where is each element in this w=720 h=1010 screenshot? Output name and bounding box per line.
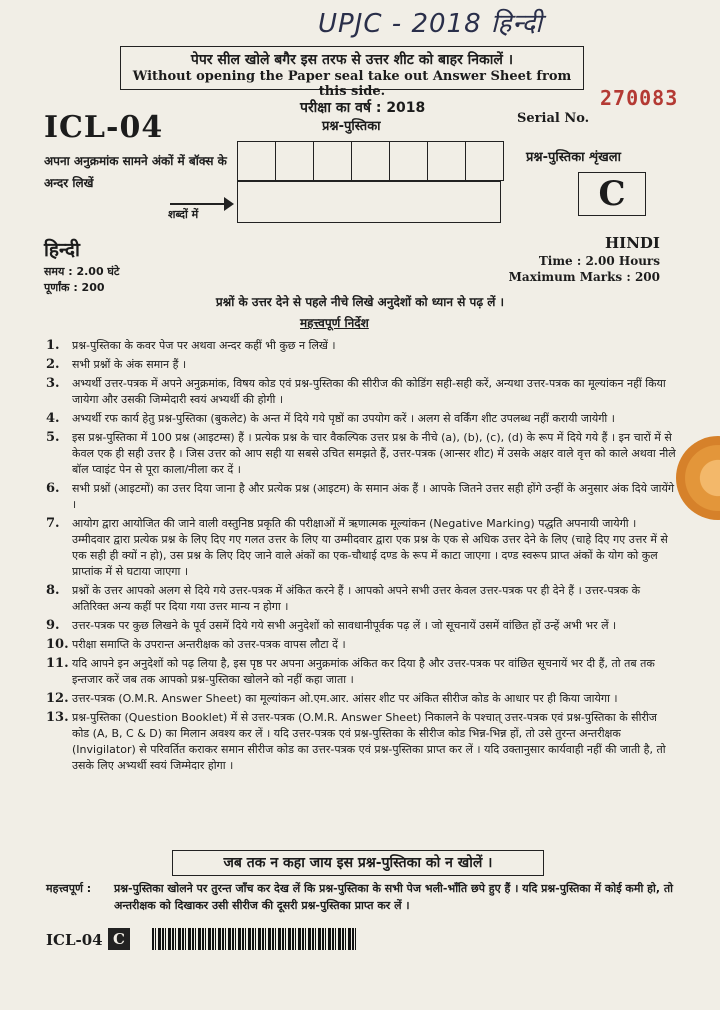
roll-number-boxes xyxy=(237,141,504,181)
roll-digit-box xyxy=(352,142,390,180)
important-label: महत्त्वपूर्ण : xyxy=(46,882,92,895)
roll-digit-box xyxy=(314,142,352,180)
time-hindi: समय : 2.00 घंटे xyxy=(44,265,120,278)
roll-instruction: अपना अनुक्रमांक सामने अंकों में बॉक्स के अन्दर लिखें xyxy=(44,154,227,190)
roll-digit-box xyxy=(238,142,276,180)
instruction-number: 6. xyxy=(46,481,60,496)
instruction-item xyxy=(46,710,676,774)
roll-digit-box xyxy=(428,142,466,180)
instruction-item xyxy=(46,656,676,688)
instruction-number: 5. xyxy=(46,430,60,445)
instructions-list xyxy=(46,338,676,777)
roll-digit-box xyxy=(276,142,314,180)
roll-in-words-box xyxy=(237,181,501,223)
instruction-item xyxy=(46,411,676,427)
instruction-item xyxy=(46,481,676,513)
seal-notice-box xyxy=(120,46,584,99)
serial-label: Serial No. xyxy=(517,111,590,126)
instruction-number: 1. xyxy=(46,338,60,353)
important-note: प्रश्न-पुस्तिका खोलने पर तुरन्त जाँच कर देख लें कि प्रश्न-पुस्तिका के सभी पेज भली-भाँति छपे हुए हैं । यदि प्रश्न-पुस्तिका में कोई कमी हो, तो अन्तरीक्षक को दिखाकर उसी सीरीज की दूसरी प्रश्न-पुस्तिका प्राप्त कर लें । xyxy=(114,882,673,912)
instruction-item xyxy=(46,637,676,653)
instruction-number: 2. xyxy=(46,357,60,372)
instruction-text: सभी प्रश्नों (आइटमों) का उत्तर दिया जाना है और प्रत्येक प्रश्न (आइटम) के समान अंक हैं । आपके जितने उत्तर सही होंगे उन्हीं के अनुसार अंक दिये जायेंगे । xyxy=(72,482,675,511)
instruction-text: प्रश्न-पुस्तिका के कवर पेज पर अथवा अन्दर कहीं भी कुछ न लिखें । xyxy=(72,339,336,352)
booklet-code: ICL-04 xyxy=(44,110,164,145)
subject-hindi: हिन्दी xyxy=(44,239,80,261)
instruction-text: प्रश्न-पुस्तिका (Question Booklet) में से उत्तर-पत्रक (O.M.R. Answer Sheet) निकालने के पश्चात् उत्तर-पत्रक एवं प्रश्न-पुस्तिका के सीरीज कोड (A, B, C & D) का मिलान अवश्य कर लें । यदि उत्तर-पत्रक एवं प्रश्न-पुस्तिका के सीरीज कोड भिन्न-भिन्न हों, तो उसे तुरन्त अन्तरीक्षक (Invigilator) से परिवर्तित कराकर समान सीरीज कोड का उत्तर-पत्रक एवं प्रश्न-पुस्तिका प्राप्त कर लें । यदि उक्तानुसार कार्यवाही नहीं की जाती है, तो उसके लिए अभ्यर्थी स्वयं जिम्मेदार होगा । xyxy=(72,711,666,772)
seal-stamp-icon xyxy=(676,436,720,520)
instruction-item xyxy=(46,357,676,373)
arrow-line xyxy=(170,203,228,205)
booklet-label: प्रश्न-पुस्तिका xyxy=(322,119,381,134)
instruction-number: 11. xyxy=(46,656,69,671)
seal-notice-english: Without opening the Paper seal take out Answer Sheet from this side. xyxy=(132,69,572,99)
instruction-number: 3. xyxy=(46,376,60,391)
handwritten-note: UPJC - 2018 हिन्दी xyxy=(318,9,543,39)
instruction-text: यदि आपने इन अनुदेशों को पढ़ लिया है, इस पृष्ठ पर अपना अनुक्रमांक अंकित कर दिया है और उत्तर-पत्रक पर वांछित सूचनायें भर दी हैं, तो तब तक इन्तजार करें जब तक आपको प्रश्न-पुस्तिका खोलने को नहीं कहा जाता । xyxy=(72,657,655,686)
do-not-open-box: जब तक न कहा जाय इस प्रश्न-पुस्तिका को न खोलें । xyxy=(172,850,544,876)
marks-hindi: पूर्णांक : 200 xyxy=(44,281,105,294)
instruction-text: प्रश्नों के उत्तर आपको अलग से दिये गये उत्तर-पत्रक में अंकित करने हैं । आपको अपने सभी उत्तर केवल उत्तर-पत्रक पर ही देने हैं । उत्तर-पत्रक के अतिरिक्त अन्य कहीं पर दिया गया उत्तर मान्य न होगा । xyxy=(72,584,641,613)
roll-digit-box xyxy=(390,142,428,180)
important-heading: महत्त्वपूर्ण निर्देश xyxy=(300,316,369,330)
instruction-text: अभ्यर्थी उत्तर-पत्रक में अपने अनुक्रमांक, विषय कोड एवं प्रश्न-पुस्तिका की सीरीज की कोडिंग सही-सही करें, अन्यथा उत्तर-पत्रक का मूल्यांकन नहीं किया जायेगा और उसकी जिम्मेदारी स्वयं अभ्यर्थी की होगी । xyxy=(72,377,666,406)
series-box: C xyxy=(578,172,646,216)
serial-number: 270083 xyxy=(600,86,679,110)
instruction-text: आयोग द्वारा आयोजित की जाने वाली वस्तुनिष्ठ प्रकृति की परीक्षाओं में ऋणात्मक मूल्यांकन (Negative Marking) पद्धति अपनायी जायेगी । उम्मीदवार द्वारा प्रत्येक प्रश्न के लिए दिए गए गलत उत्तर के लिए या उम्मीदवार द्वारा एक प्रश्न के एक से अधिक उत्तर देने के लिए (चाहे दिए गए उत्तर में से एक सही ही क्यों न हो), उस प्रश्न के लिए दिए जाने वाले अंकों का एक-चौथाई दण्ड के रूप में काटा जाएगा । दण्ड स्वरूप प्राप्त अंकों के योग को कुल प्राप्तांक में से घटाया जाएगा । xyxy=(72,517,668,578)
instruction-item xyxy=(46,618,676,634)
instruction-number: 9. xyxy=(46,618,60,633)
footer-series-badge: C xyxy=(108,928,130,950)
instruction-text: परीक्षा समाप्ति के उपरान्त अन्तरीक्षक को उत्तर-पत्रक वापस लौटा दें । xyxy=(72,638,346,651)
read-before-note: प्रश्नों के उत्तर देने से पहले नीचे लिखे अनुदेशों को ध्यान से पढ़ लें । xyxy=(215,295,505,309)
instruction-item xyxy=(46,430,676,478)
instruction-number: 10. xyxy=(46,637,69,652)
series-label: प्रश्न-पुस्तिका शृंखला xyxy=(526,150,621,165)
instruction-number: 8. xyxy=(46,583,60,598)
barcode xyxy=(152,928,358,950)
instruction-text: सभी प्रश्नों के अंक समान हैं । xyxy=(72,358,187,371)
instruction-item xyxy=(46,338,676,354)
instruction-text: अभ्यर्थी रफ कार्य हेतु प्रश्न-पुस्तिका (बुकलेट) के अन्त में दिये गये पृष्ठों का उपयोग करें । अलग से वर्किंग शीट उपलब्ध नहीं करायी जायेगी । xyxy=(72,412,615,425)
instruction-text: उत्तर-पत्रक (O.M.R. Answer Sheet) का मूल्यांकन ओ.एम.आर. आंसर शीट पर अंकित सीरीज कोड के आधार पर ही किया जायेगा । xyxy=(72,692,618,705)
instruction-number: 4. xyxy=(46,411,60,426)
footer-code: ICL-04 xyxy=(46,931,103,949)
subject-english: HINDI xyxy=(605,234,660,252)
seal-notice-hindi: पेपर सील खोले बगैर इस तरफ से उत्तर शीट को बाहर निकालें । xyxy=(190,52,514,68)
instruction-text: इस प्रश्न-पुस्तिका में 100 प्रश्न (आइटम्स) हैं । प्रत्येक प्रश्न के चार वैकल्पिक उत्तर प्रश्न के नीचे (a), (b), (c), (d) के रूप में दिये गये हैं । इन चारों में से केवल एक ही सही उत्तर है । जिस उत्तर को आप सही या सबसे उचित समझते हैं, उत्तर-पत्रक (आन्सर शीट) में उसके अक्षर वाले वृत्त को काले अथवा नीले बॉल प्वाइंट पेन से पूरा काला/नीला कर दें । xyxy=(72,431,676,476)
instruction-item xyxy=(46,516,676,580)
instruction-item xyxy=(46,583,676,615)
instruction-text: उत्तर-पत्रक पर कुछ लिखने के पूर्व उसमें दिये गये सभी अनुदेशों को सावधानीपूर्वक पढ़ लें । जो सूचनायें उसमें वांछित हों उन्हें अभी भर लें । xyxy=(72,619,617,632)
marks-english: Maximum Marks : 200 xyxy=(508,270,660,284)
instruction-item xyxy=(46,691,676,707)
instruction-number: 12. xyxy=(46,691,69,706)
in-words-label: शब्दों में xyxy=(168,208,199,221)
instruction-number: 13. xyxy=(46,710,69,725)
exam-year: परीक्षा का वर्ष : 2018 xyxy=(300,100,426,116)
arrow-right-icon xyxy=(224,197,234,211)
time-english: Time : 2.00 Hours xyxy=(538,254,660,268)
roll-digit-box xyxy=(466,142,503,180)
instruction-item xyxy=(46,376,676,408)
instruction-number: 7. xyxy=(46,516,60,531)
